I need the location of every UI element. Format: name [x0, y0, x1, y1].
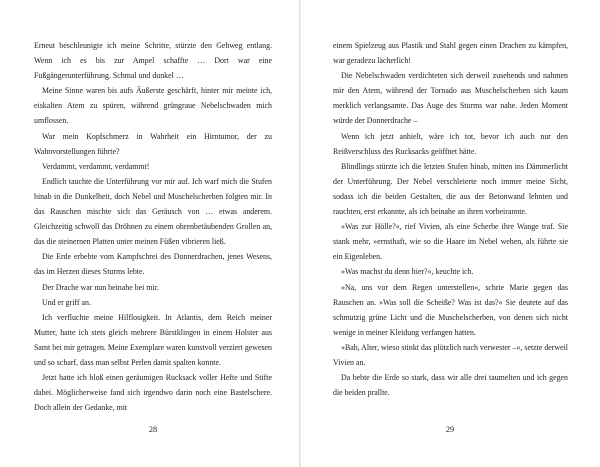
right-page-text — [333, 38, 568, 400]
paragraph: Da bebte die Erde so stark, dass wir alle drei taumelten und ich gegen die beiden prallte. — [333, 373, 568, 398]
paragraph: »Was zur Hölle?«, rief Vivien, als eine Scherbe ihre Wange traf. Sie stank mehr, »ernsthaft, wie so die Haare im Nebel wehen, als führte sie ein Eigenleben. — [333, 222, 568, 262]
paragraph: Wenn ich jetzt anhielt, wäre ich tot, bevor ich auch nur den Reißverschluss des Rucksacks geöffnet hätte. — [333, 131, 568, 156]
paragraph: einem Spielzeug aus Plastik und Stahl gegen einen Drachen zu kämpfen, war geradezu lächerlich! — [333, 41, 568, 66]
paragraph: War mein Kopfschmerz in Wahrheit ein Hirntumor, der zu Wahnvorstellungen führte? — [34, 131, 272, 156]
paragraph: Die Nebelschwaden verdichteten sich derweil zusehends und nahmen mir den Atem, während der Tornado aus Muschelscherben sich kaum merklich verlangsamte. Das Auge des Sturms war nahe. Jeden Moment würde der Donnerdrache – — [333, 71, 568, 126]
paragraph: Jetzt hatte ich bloß einen geräumigen Rucksack voller Hefte und Stifte dabei. Möglicherweise fand sich irgendwo darin noch eine Bastelschere. Doch allein der Gedanke, mit — [34, 373, 272, 413]
paragraph: »Was machst du denn hier?«, keuchte ich. — [341, 267, 474, 277]
paragraph: Endlich tauchte die Unterführung vor mir auf. Ich warf mich die Stufen hinab in die Dunkelheit, doch Nebel und Muschelscherben folgten mir. In das Rauschen mischte sich das Geräusch von … etwas anderem. Gleichzeitig schwoll das Dröhnen zu einem ohrenbetäubenden Grollen an, das die steinernen Platten unter meinen Füßen vibrieren ließ. — [34, 176, 272, 247]
paragraph: Der Drache war nun beinahe bei mir. — [42, 282, 159, 292]
paragraph: »Na, uns vor dem Regen unterstellen«, schrie Marie gegen das Rauschen an. »Was soll die Scheiße? Was ist das?« Sie deutete auf das schmutzig grüne Licht und die Muschelscherben, von denen sich nicht wenige in meiner Kleidung verfangen hatten. — [333, 282, 568, 337]
right-page — [300, 0, 600, 467]
left-page-text — [34, 38, 272, 415]
page-number: 29 — [445, 425, 455, 434]
page-number: 28 — [148, 425, 158, 434]
paragraph: Die Erde erbebte vom Kampfschrei des Donnerdrachen, jenes Wesens, das im Herzen dieses Sturms lebte. — [34, 252, 272, 277]
paragraph: Meine Sinne waren bis aufs Äußerste geschärft, hinter mir meinte ich, eiskalten Atem zu spüren, während grüngraue Nebelschwaden mich umflossen. — [34, 86, 272, 126]
paragraph: Erneut beschleunigte ich meine Schritte, stürzte den Gehweg entlang. Wenn ich es bis zur Ampel schaffte … Dort war eine Fußgängerunterführung. Schmal und dunkel … — [34, 41, 272, 81]
paragraph: Und er griff an. — [42, 297, 91, 307]
paragraph: Verdammt, verdammt, verdammt! — [42, 161, 150, 171]
paragraph: »Bah, Alter, wieso stinkt das plötzlich nach verwester –«, setzte derweil Vivien an. — [333, 342, 568, 367]
paragraph: Blindlings stürzte ich die letzten Stufen hinab, mitten ins Dämmerlicht der Unterführung. Der Nebel verschleierte noch immer meine Sicht, sodass ich die beiden Gestalten, die aus der Betonwand lehnten und rauchten, erst erkannte, als ich beinahe an ihren vorbeirannte. — [333, 161, 568, 217]
paragraph: Ich verfluchte meine Hilflosigkeit. In Atlantis, dem Reich meiner Mutter, hatte ich stets gleich mehrere Bürstklingen in einem Holster aus Samt bei mir getragen. Meine Exemplare waren kunstvoll verziert gewesen und so scharf, dass man selbst Perlen damit spalten konnte. — [34, 312, 272, 367]
